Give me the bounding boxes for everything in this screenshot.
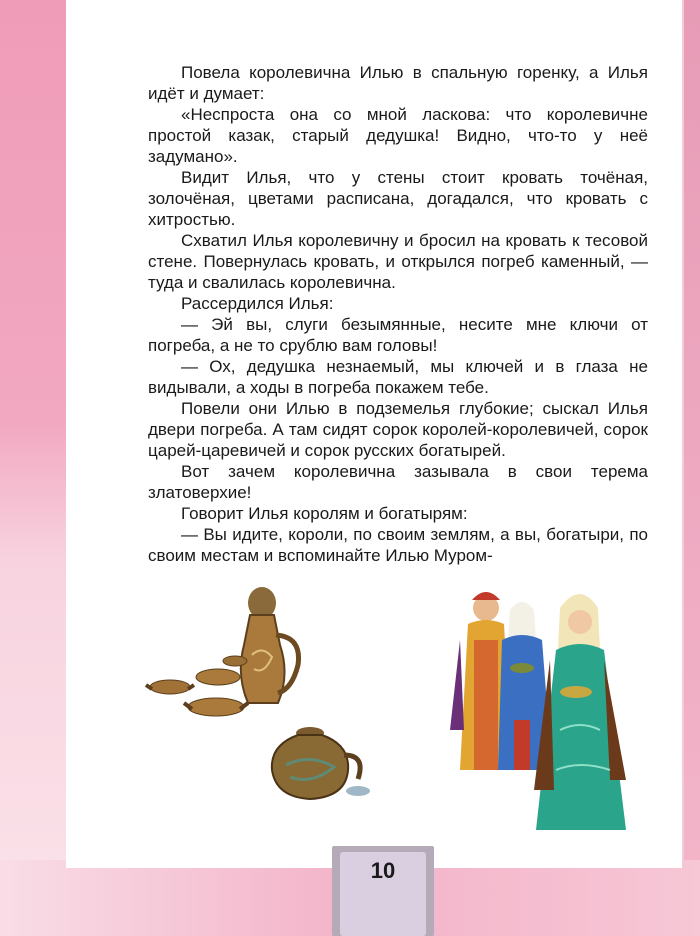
paragraph: Повели они Илью в подземелья глубокие; сыскал Илья двери погреба. А там сидят сорок королей-королевичей, сорок царей-царевичей и сорок русских богатырей. [148, 399, 648, 460]
right-border-ornament [684, 0, 700, 936]
jug-image [272, 727, 370, 799]
paragraph: — Вы идите, короли, по своим землям, а вы, богатыри, по своим местам и вспоминайте Илью Муром- [148, 525, 648, 565]
paragraph: — Ох, дедушка незнаемый, мы ключей и в глаза не видывали, а ходы в погреба покажем тебе. [148, 357, 648, 397]
bowls-image [146, 656, 248, 716]
tableware-illustration [140, 585, 380, 810]
paragraph: — Эй вы, слуги безымянные, несите мне ключи от погреба, а не то срублю вам головы! [148, 315, 648, 355]
pitcher-image [241, 587, 299, 703]
paragraph: «Неспроста она со мной ласкова: что королевичне простой казак, старый дедушка! Видно, что-то у неё задумано». [148, 105, 648, 166]
left-border-ornament [0, 0, 70, 936]
paragraph: Рассердился Илья: [181, 294, 334, 313]
paragraph: Схватил Илья королевичну и бросил на кровать к тесовой стене. Повернулась кровать, и открылся погреб каменный, — туда и свалилась королевична. [148, 231, 648, 292]
paragraph: Видит Илья, что у стены стоит кровать точёная, золочёная, цветами расписана, догадался, что кровать с хитростью. [148, 168, 648, 229]
paragraph: Говорит Илья королям и богатырям: [181, 504, 468, 523]
paragraph: Повела королевична Илью в спальную горенку, а Илья идёт и думает: [148, 63, 648, 103]
paragraph: Вот зачем королевична зазывала в свои терема златоверхие! [148, 462, 648, 502]
woman-right-image [534, 594, 626, 830]
story-text [148, 62, 648, 566]
page-number: 10 [340, 852, 426, 936]
women-illustration [430, 580, 640, 835]
